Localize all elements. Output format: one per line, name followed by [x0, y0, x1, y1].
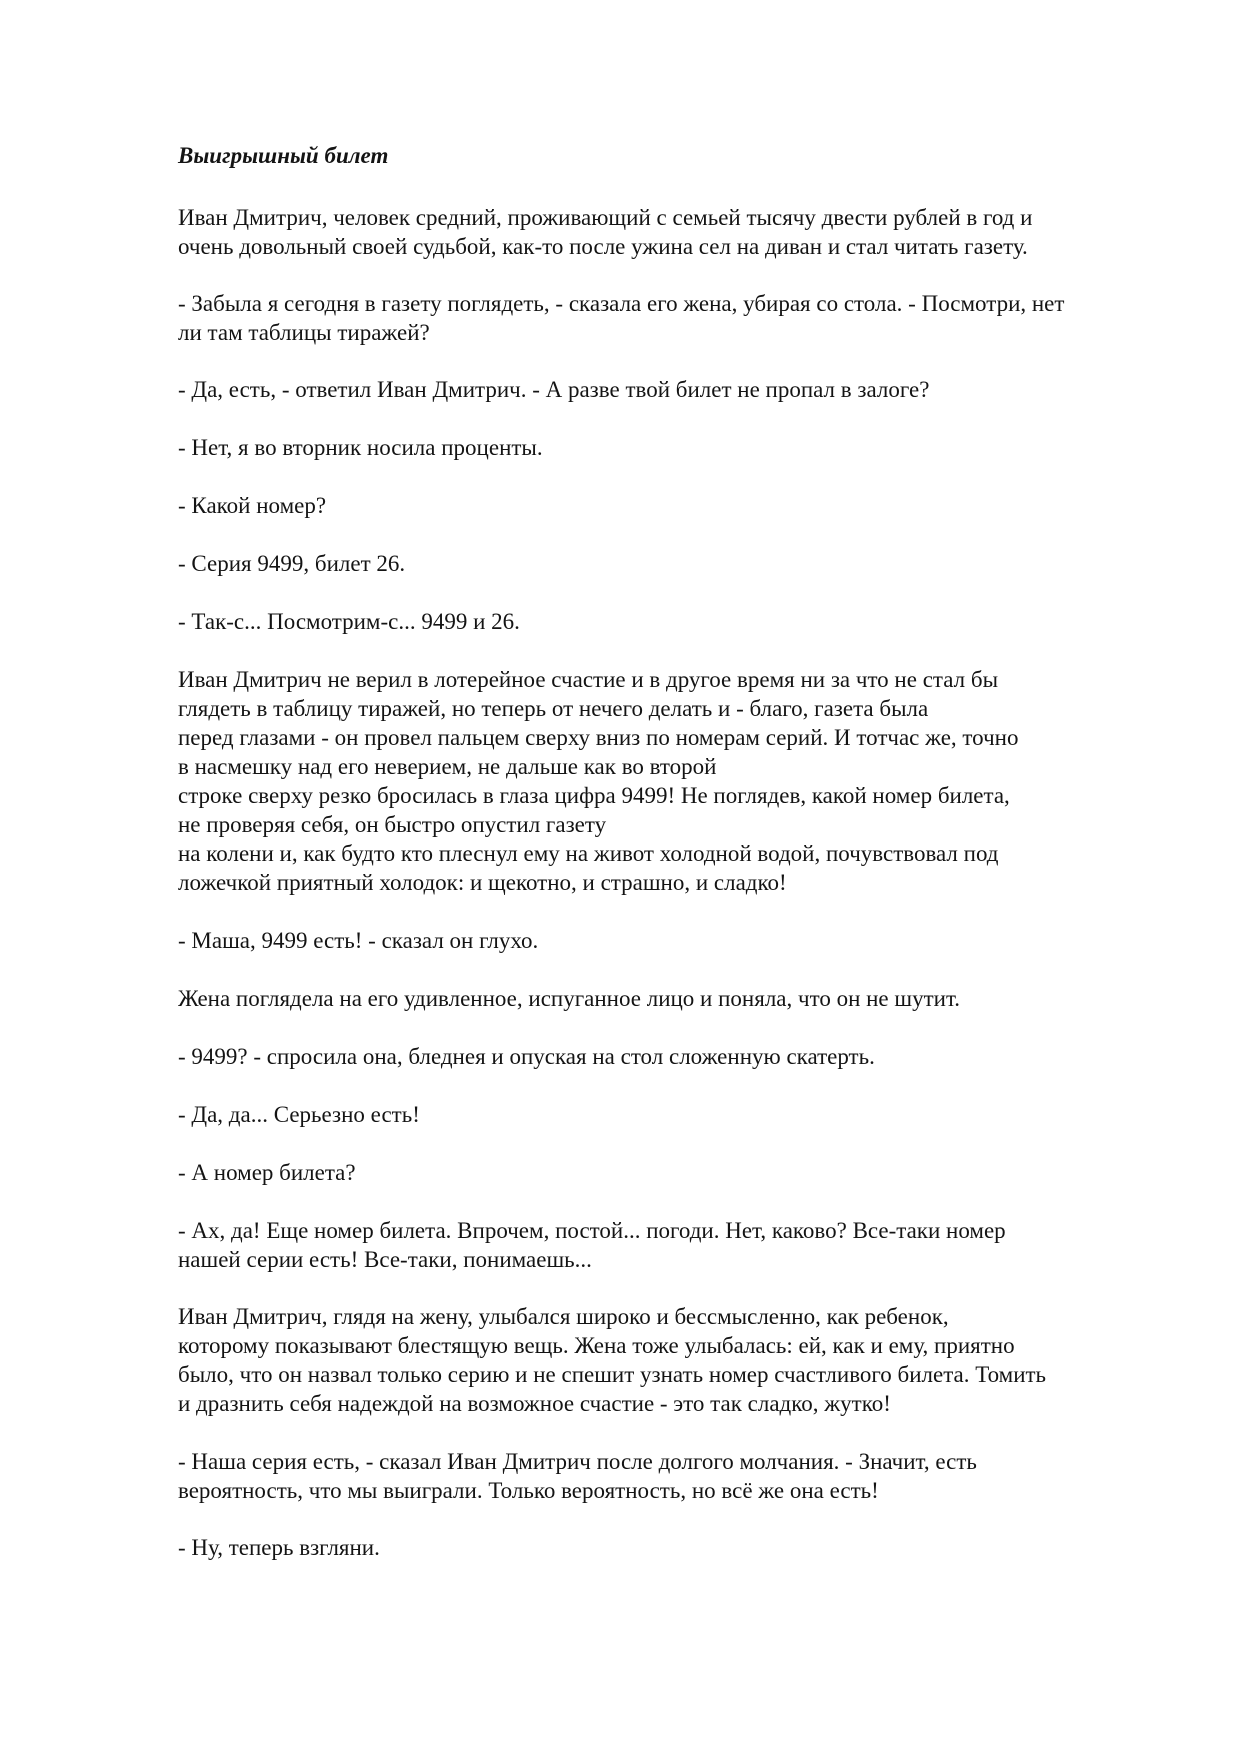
- text-line: - Забыла я сегодня в газету поглядеть, - сказала его жена, убирая со стола. - Посмотри, нет: [178, 291, 1065, 316]
- text-line: - Да, есть, - ответил Иван Дмитрич. - А разве твой билет не пропал в залоге?: [178, 377, 930, 402]
- text-line: - Ну, теперь взгляни.: [178, 1535, 380, 1560]
- text-line: Иван Дмитрич не верил в лотерейное счастие и в другое время ни за что не стал бы: [178, 667, 999, 692]
- text-line: перед глазами - он провел пальцем сверху вниз по номерам серий. И тотчас же, точно: [178, 725, 1019, 750]
- text-line: ли там таблицы тиражей?: [178, 320, 430, 345]
- paragraph: [178, 984, 1178, 1013]
- text-line: очень довольный своей судьбой, как-то после ужина сел на диван и стал читать газету.: [178, 234, 1028, 259]
- paragraph: [178, 1447, 1178, 1505]
- text-line: не проверяя себя, он быстро опустил газету: [178, 812, 607, 837]
- text-line: и дразнить себя надеждой на возможное счастие - это так сладко, жутко!: [178, 1391, 891, 1416]
- text-line: - Да, да... Серьезно есть!: [178, 1102, 420, 1127]
- text-line: Иван Дмитрич, человек средний, проживающий с семьей тысячу двести рублей в год и: [178, 205, 1033, 230]
- text-line: - Серия 9499, билет 26.: [178, 551, 406, 576]
- paragraph: [178, 1216, 1178, 1274]
- text-line: - 9499? - спросила она, бледнея и опуская на стол сложенную скатерть.: [178, 1044, 875, 1069]
- text-line: - А номер билета?: [178, 1160, 356, 1185]
- text-line: вероятность, что мы выиграли. Только вероятность, но всё же она есть!: [178, 1478, 879, 1503]
- text-line: которому показывают блестящую вещь. Жена тоже улыбалась: ей, как и ему, приятно: [178, 1333, 1015, 1358]
- text-line: - Маша, 9499 есть! - сказал он глухо.: [178, 928, 539, 953]
- paragraph: [178, 433, 1178, 462]
- text-line: нашей серии есть! Все-таки, понимаешь...: [178, 1247, 592, 1272]
- paragraph: [178, 203, 1178, 261]
- text-line: глядеть в таблицу тиражей, но теперь от нечего делать и - благо, газета была: [178, 696, 929, 721]
- paragraph: [178, 1158, 1178, 1187]
- text-line: на колени и, как будто кто плеснул ему на живот холодной водой, почувствовал под: [178, 841, 999, 866]
- text-line: - Ах, да! Еще номер билета. Впрочем, постой... погоди. Нет, каково? Все-таки номер: [178, 1218, 1006, 1243]
- text-line: Жена поглядела на его удивленное, испуганное лицо и поняла, что он не шутит.: [178, 986, 961, 1011]
- text-line: ложечкой приятный холодок: и щекотно, и страшно, и сладко!: [178, 870, 787, 895]
- text-line: - Наша серия есть, - сказал Иван Дмитрич после долгого молчания. - Значит, есть: [178, 1449, 977, 1474]
- paragraph: [178, 549, 1178, 578]
- document-title: Выигрышный билет: [178, 143, 389, 168]
- paragraph: [178, 1100, 1178, 1129]
- paragraph: [178, 926, 1178, 955]
- text-line: - Нет, я во вторник носила проценты.: [178, 435, 543, 460]
- text-line: - Какой номер?: [178, 493, 327, 518]
- paragraph: [178, 665, 1178, 897]
- paragraph: [178, 289, 1178, 347]
- paragraph: [178, 1042, 1178, 1071]
- paragraph: [178, 607, 1178, 636]
- text-line: Иван Дмитрич, глядя на жену, улыбался широко и бессмысленно, как ребенок,: [178, 1304, 949, 1329]
- paragraph: [178, 375, 1178, 404]
- text-line: в насмешку над его неверием, не дальше как во второй: [178, 754, 717, 779]
- paragraph: [178, 1533, 1178, 1562]
- paragraph: [178, 491, 1178, 520]
- text-line: - Так-с... Посмотрим-с... 9499 и 26.: [178, 609, 520, 634]
- text-line: строке сверху резко бросилась в глаза цифра 9499! Не поглядев, какой номер билета,: [178, 783, 1010, 808]
- paragraph: [178, 1302, 1178, 1418]
- text-line: было, что он назвал только серию и не спешит узнать номер счастливого билета. Томить: [178, 1362, 1047, 1387]
